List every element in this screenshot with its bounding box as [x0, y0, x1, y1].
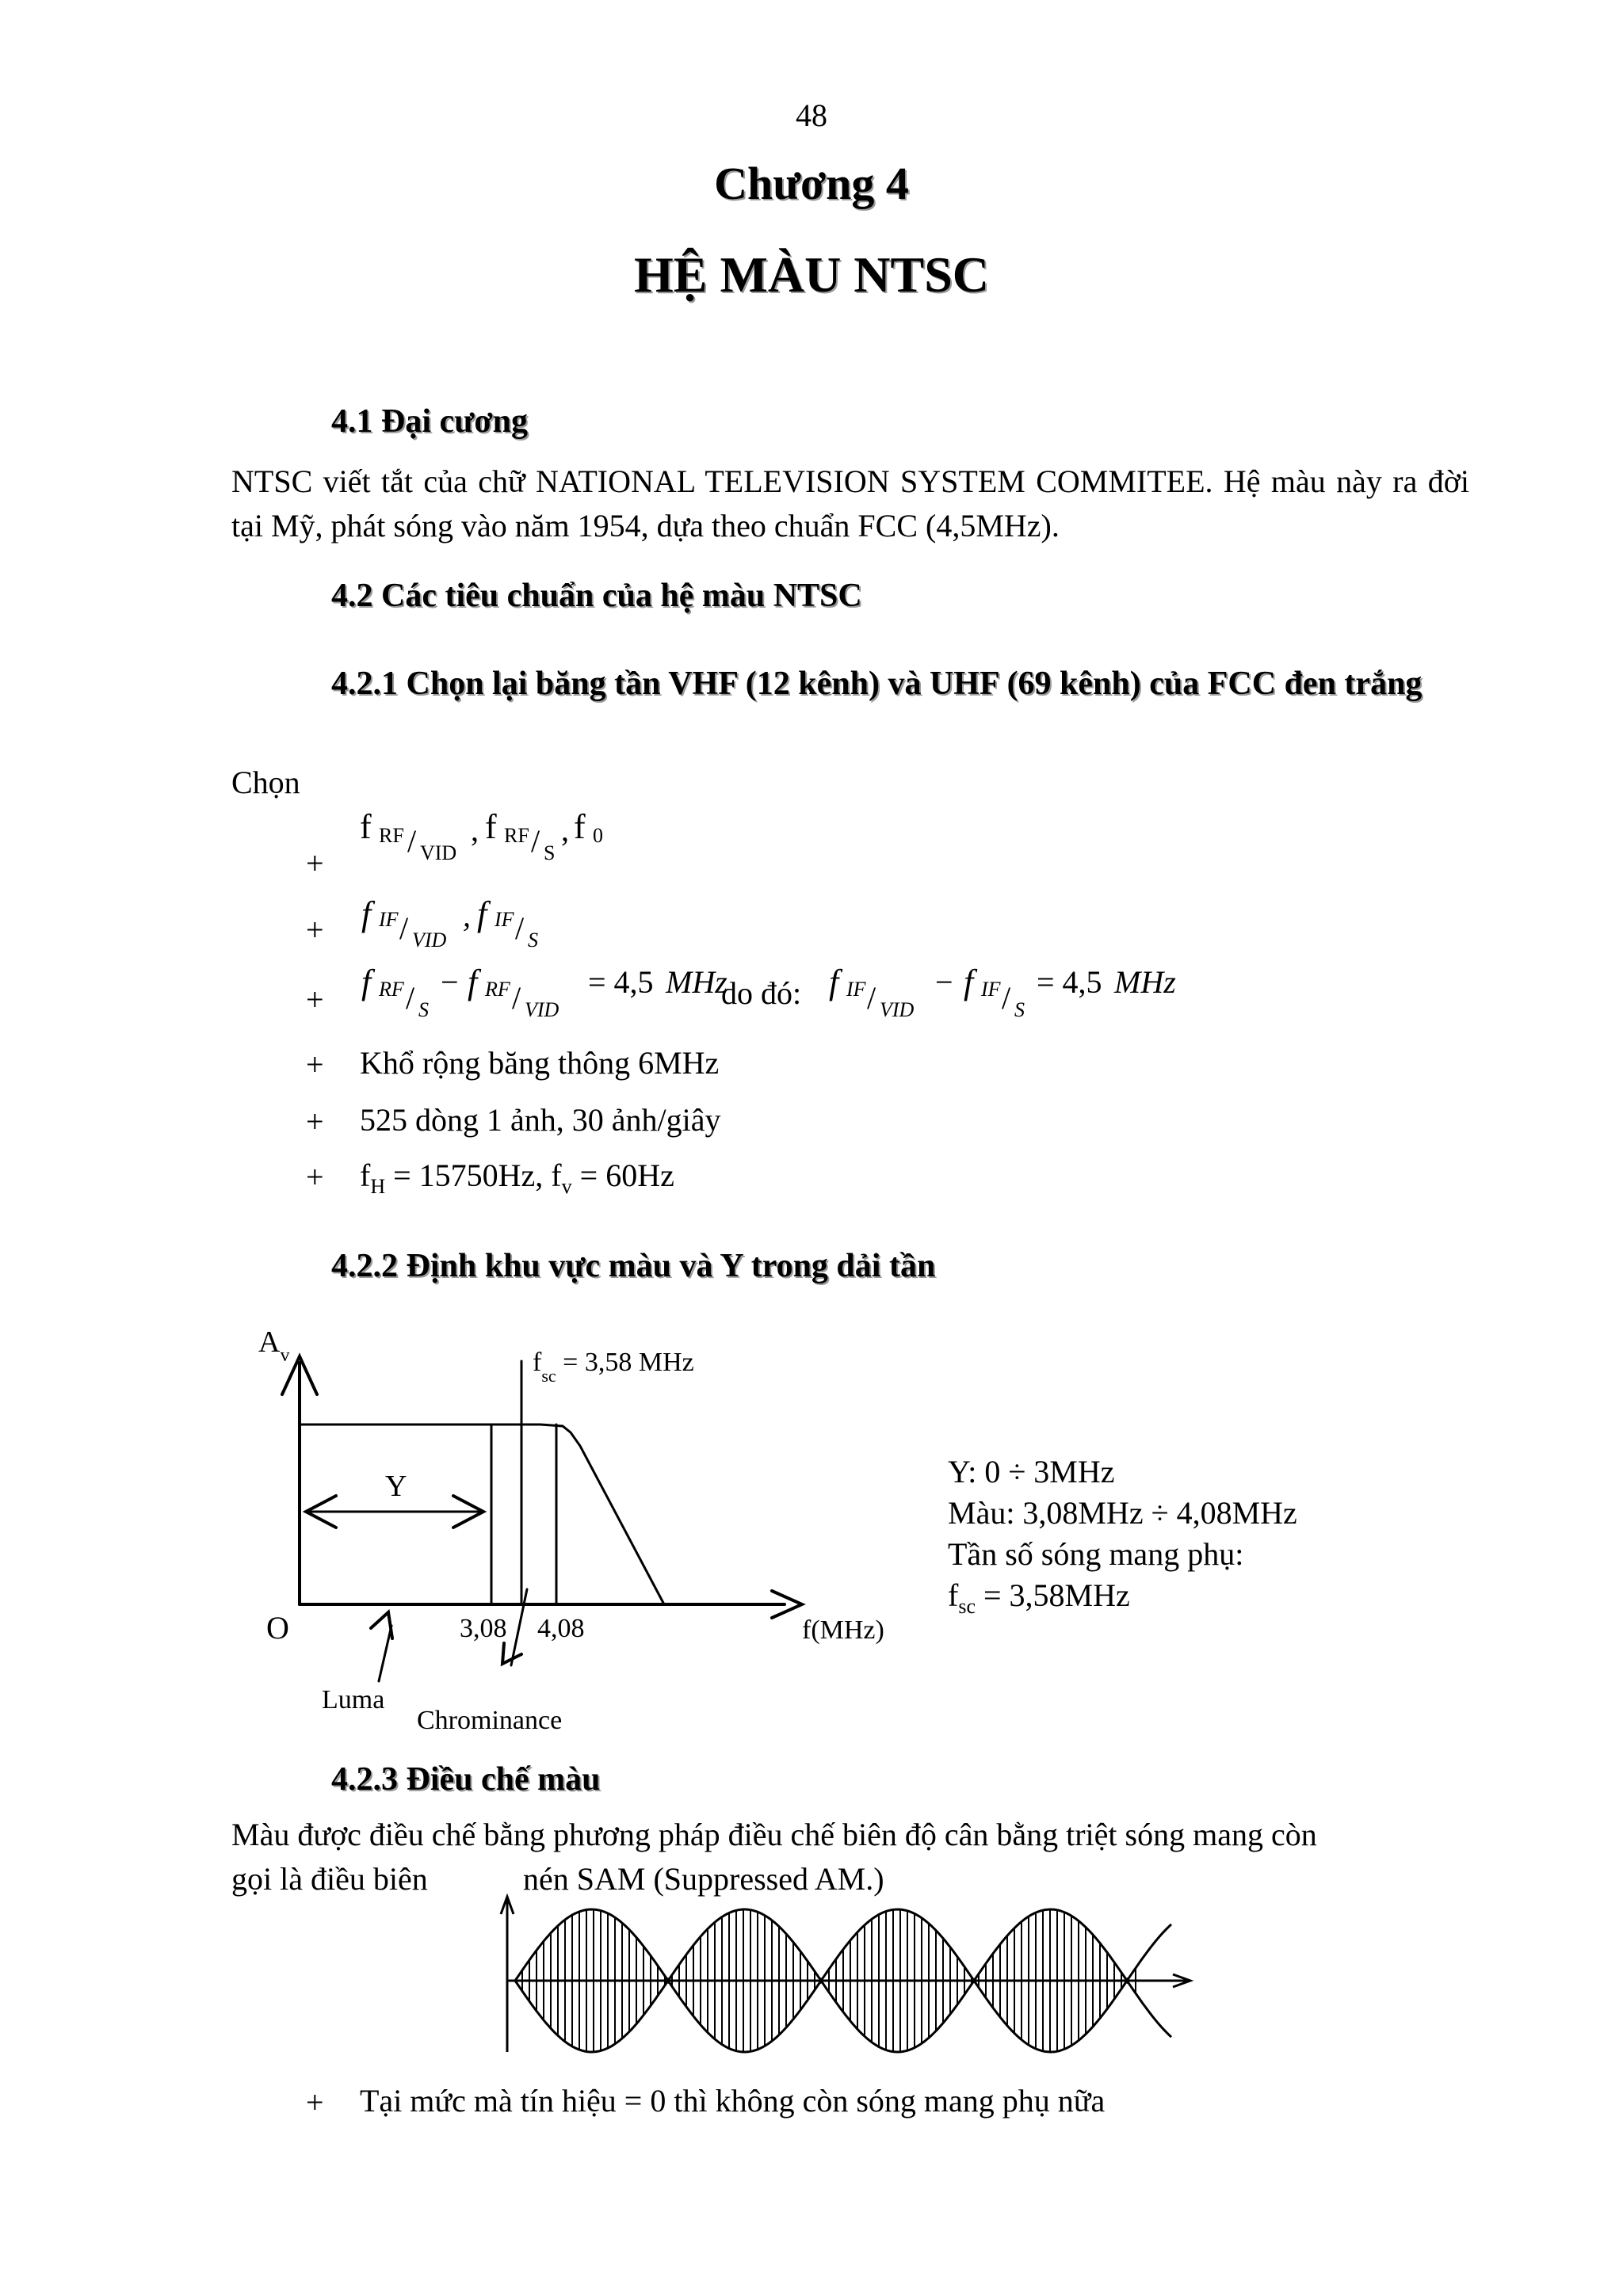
formula-difference: f RF / S − f RF / VID = 4,5 MHz do đó: f IF / VID − f IF / S = 4,5 MHz [361, 963, 1176, 1021]
origin-label: O [266, 1610, 289, 1646]
bullet-plus: + [306, 912, 324, 948]
note-subcarrier-label: Tần số sóng mang phụ: [948, 1536, 1244, 1572]
paragraph-4-1: NTSC viết tắt của chữ NATIONAL TELEVISION SYSTEM COMMITEE. Hệ màu này ra đời tại Mỹ, phát sóng vào năm 1954, dựa theo chuẩn FCC (4,5MHz). [231, 463, 1469, 543]
luma-label: Luma [322, 1685, 385, 1714]
heading-4-2-3: 4.2.3 Điều chế màu [331, 1761, 601, 1798]
spectrum-curve [300, 1425, 664, 1604]
chapter-label: Chương 4 [714, 158, 909, 209]
axis-y-label: $A_v$ [258, 1325, 290, 1366]
heading-4-2: 4.2 Các tiêu chuẩn của hệ màu NTSC [331, 578, 862, 614]
paragraph-4-2-3-line1: Màu được điều chế bằng phương pháp điều chế biên độ cân bằng triệt sóng mang còn [231, 1817, 1317, 1852]
tick-label-3-08: 3,08 [460, 1614, 507, 1643]
note-subcarrier-value: $f_{sc} = 3,58MHz$ [948, 1577, 1130, 1618]
x-axis-label: f(MHz) [802, 1615, 884, 1645]
item-frequencies: $f_H = 15750Hz$, $f_v = 60Hz$ [360, 1158, 674, 1198]
intro-text: Chọn [231, 765, 300, 800]
bullet-plus: + [306, 982, 324, 1017]
paragraph-4-2-3-line2a: gọi là điều biên [231, 1861, 428, 1897]
heading-4-2-1: 4.2.1 Chọn lại băng tần VHF (12 kênh) và UHF (69 kênh) của FCC đen trắng [331, 666, 1423, 702]
bullet-plus: + [306, 2084, 324, 2120]
formula-if-frequencies: f IF / VID , f IF / S [361, 894, 538, 952]
bullet-plus: + [306, 845, 324, 881]
chroma-pointer-arrow [502, 1643, 521, 1664]
heading-4-1: 4.1 Đại cương [331, 403, 528, 440]
y-band-label: Y [385, 1470, 407, 1503]
paragraph-4-2-3-line2b: nén SAM (Suppressed AM.) [523, 1861, 884, 1897]
fsc-label: $f_{sc} = 3,58$ MHz [533, 1348, 694, 1386]
tick-label-4-08: 4,08 [537, 1614, 585, 1643]
luma-pointer [379, 1626, 391, 1681]
bullet-plus: + [306, 1159, 324, 1195]
spectrum-diagram [230, 1307, 927, 1751]
chapter-title: HỆ MÀU NTSC [633, 246, 990, 303]
sam-waveform [491, 1886, 1205, 2060]
note-y-range: Y: 0 ÷ 3MHz [948, 1454, 1115, 1489]
bullet-plus: + [306, 1047, 324, 1082]
note-color-range: Màu: 3,08MHz ÷ 4,08MHz [948, 1495, 1297, 1531]
item-bandwidth: Khổ rộng băng thông 6MHz [360, 1045, 720, 1081]
chroma-label: Chrominance [417, 1706, 563, 1735]
bullet-plus: + [306, 1104, 324, 1139]
item-lines: 525 dòng 1 ảnh, 30 ảnh/giây [360, 1102, 721, 1138]
item-zero-signal: Tại mức mà tín hiệu = 0 thì không còn sóng mang phụ nữa [360, 2083, 1106, 2119]
carrier-lines [522, 1909, 1136, 2052]
heading-4-2-2: 4.2.2 Định khu vực màu và Y trong dải tần [331, 1248, 936, 1284]
page-number: 48 [796, 97, 827, 133]
formula-rf-frequencies: f RF / VID , f RF / S , f 0 [360, 807, 603, 864]
